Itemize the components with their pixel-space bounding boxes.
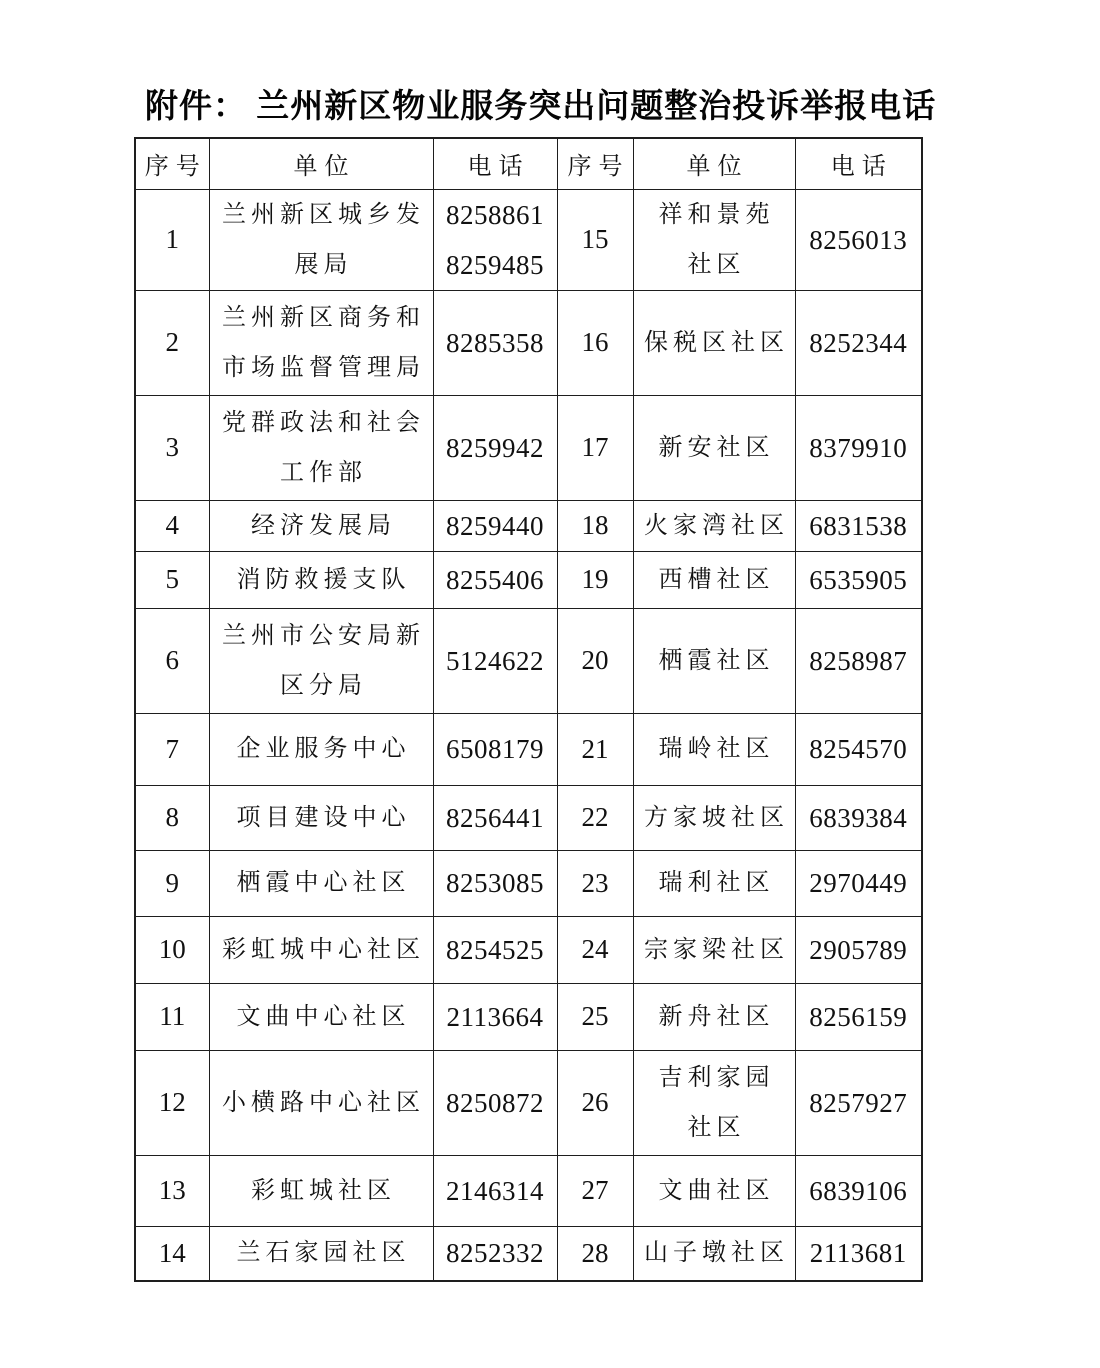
- table-header: [135, 138, 922, 189]
- unit-name-cell: [633, 500, 795, 551]
- phone-number-cell: [795, 608, 922, 713]
- serial-number-cell: 20: [557, 608, 633, 713]
- phone-number-cell: [795, 850, 922, 916]
- phone-number-line: 8256013: [809, 224, 908, 255]
- table-row: [135, 983, 922, 1050]
- unit-name-line: 西槽社区: [658, 566, 775, 593]
- serial-number-cell: 9: [135, 850, 209, 916]
- page-title: 附件： 兰州新区物业服务突出问题整治投诉举报电话: [145, 89, 937, 125]
- serial-number-cell: 4: [135, 500, 209, 551]
- unit-name-cell: [209, 608, 433, 713]
- table-row: [135, 916, 922, 983]
- phone-number-cell: [433, 551, 557, 608]
- header-unit-right: 单位: [633, 138, 795, 189]
- unit-name-line: 经济发展局: [251, 512, 396, 539]
- phone-number-cell: [433, 1050, 557, 1155]
- phone-number-cell: [433, 1155, 557, 1226]
- unit-name-line: 瑞岭社区: [658, 736, 775, 762]
- unit-name-line: 栖霞社区: [658, 647, 775, 674]
- phone-number-cell: [795, 785, 922, 850]
- phone-number-line: 8256159: [809, 1001, 908, 1032]
- phone-number-line: 8252332: [446, 1238, 544, 1269]
- unit-name-cell: [633, 290, 795, 395]
- header-serial-right: 序号: [557, 138, 633, 189]
- phone-number-cell: [795, 189, 922, 290]
- phone-number-line: 2113681: [809, 1238, 907, 1269]
- header-phone-left: 电话: [433, 138, 557, 189]
- unit-name-cell: [209, 551, 433, 608]
- phone-number-cell: [795, 983, 922, 1050]
- unit-name-cell: [209, 290, 433, 395]
- phone-number-line: 8285358: [446, 327, 544, 358]
- unit-name-cell: [633, 551, 795, 608]
- unit-name-line: 企业服务中心: [236, 736, 411, 762]
- phone-number-cell: [433, 916, 557, 983]
- phone-number-line: 6535905: [809, 564, 908, 595]
- serial-number-cell: 17: [557, 395, 633, 500]
- phone-number-cell: [795, 395, 922, 500]
- unit-name-line: 火家湾社区: [644, 512, 789, 539]
- phone-number-line: 8379910: [809, 432, 908, 463]
- serial-number-cell: 11: [135, 983, 209, 1050]
- serial-number-cell: 15: [557, 189, 633, 290]
- table-row: [135, 1050, 922, 1155]
- serial-number-cell: 12: [135, 1050, 209, 1155]
- unit-name-line: 方家坡社区: [644, 804, 789, 831]
- unit-name-cell: [633, 1226, 795, 1281]
- unit-name-line: 区分局: [280, 672, 367, 699]
- unit-name-line: 彩虹城中心社区: [222, 936, 425, 963]
- phone-number-line: 6508179: [446, 734, 544, 764]
- serial-number-cell: 7: [135, 713, 209, 785]
- unit-name-line: 文曲中心社区: [236, 1003, 411, 1030]
- phone-number-line: 8258987: [809, 645, 908, 676]
- unit-name-cell: [633, 1050, 795, 1155]
- table-row: [135, 189, 922, 290]
- phone-number-line: 8254570: [809, 734, 908, 764]
- phone-number-cell: [433, 983, 557, 1050]
- phone-number-cell: [433, 189, 557, 290]
- table-row: [135, 500, 922, 551]
- phone-number-cell: [433, 395, 557, 500]
- unit-name-line: 兰石家园社区: [236, 1240, 411, 1267]
- table-row: [135, 785, 922, 850]
- unit-name-line: 兰州新区商务和: [222, 304, 425, 331]
- phone-number-line: 8252344: [809, 327, 908, 358]
- unit-name-line: 宗家梁社区: [644, 936, 789, 963]
- unit-name-cell: [209, 983, 433, 1050]
- table-row: [135, 290, 922, 395]
- phone-number-cell: [433, 608, 557, 713]
- phone-number-cell: [433, 1226, 557, 1281]
- unit-name-cell: [633, 395, 795, 500]
- unit-name-line: 工作部: [280, 459, 367, 486]
- table-body: [135, 189, 922, 1281]
- unit-name-line: 栖霞中心社区: [236, 870, 411, 896]
- phone-number-cell: [795, 1050, 922, 1155]
- unit-name-line: 彩虹城社区: [251, 1177, 396, 1204]
- complaint-phone-table: [134, 137, 923, 1282]
- unit-name-line: 兰州市公安局新: [222, 622, 425, 649]
- phone-number-cell: [795, 290, 922, 395]
- unit-name-cell: [209, 395, 433, 500]
- unit-name-line: 社区: [687, 1114, 746, 1141]
- unit-name-cell: [209, 713, 433, 785]
- unit-name-cell: [633, 916, 795, 983]
- unit-name-line: 文曲社区: [658, 1177, 775, 1204]
- phone-number-line: 5124622: [446, 645, 544, 676]
- unit-name-line: 山子墩社区: [644, 1240, 789, 1267]
- serial-number-cell: 27: [557, 1155, 633, 1226]
- serial-number-cell: 24: [557, 916, 633, 983]
- phone-number-line: 8259440: [446, 510, 544, 541]
- unit-name-line: 社区: [687, 251, 746, 278]
- serial-number-cell: 8: [135, 785, 209, 850]
- serial-number-cell: 18: [557, 500, 633, 551]
- unit-name-line: 小横路中心社区: [222, 1089, 425, 1116]
- unit-name-cell: [209, 785, 433, 850]
- phone-number-cell: [795, 500, 922, 551]
- phone-number-cell: [433, 290, 557, 395]
- table-header-row: [135, 138, 922, 189]
- unit-name-line: 新舟社区: [658, 1003, 775, 1030]
- phone-number-cell: [433, 713, 557, 785]
- phone-number-line: 8258861: [446, 199, 544, 230]
- phone-number-line: 6839106: [809, 1175, 908, 1206]
- table-row: [135, 608, 922, 713]
- serial-number-cell: 10: [135, 916, 209, 983]
- unit-name-cell: [633, 785, 795, 850]
- phone-number-line: 8254525: [446, 934, 544, 965]
- phone-number-cell: [795, 1155, 922, 1226]
- table-row: [135, 1155, 922, 1226]
- table-row: [135, 1226, 922, 1281]
- phone-number-cell: [795, 551, 922, 608]
- unit-name-line: 新安社区: [658, 434, 775, 461]
- phone-number-line: 8257927: [809, 1087, 908, 1118]
- phone-number-cell: [795, 916, 922, 983]
- phone-number-line: 8259942: [446, 432, 544, 463]
- serial-number-cell: 19: [557, 551, 633, 608]
- header-unit-left: 单位: [209, 138, 433, 189]
- unit-name-cell: [633, 608, 795, 713]
- serial-number-cell: 5: [135, 551, 209, 608]
- unit-name-line: 保税区社区: [644, 329, 789, 356]
- phone-number-cell: [795, 713, 922, 785]
- unit-name-cell: [633, 189, 795, 290]
- unit-name-line: 市场监督管理局: [222, 354, 425, 381]
- unit-name-line: 吉利家园: [658, 1064, 775, 1091]
- serial-number-cell: 25: [557, 983, 633, 1050]
- phone-number-line: 8256441: [446, 802, 544, 833]
- unit-name-cell: [209, 189, 433, 290]
- unit-name-cell: [209, 500, 433, 551]
- unit-name-cell: [209, 1050, 433, 1155]
- phone-number-line: 8255406: [446, 564, 544, 595]
- phone-number-cell: [795, 1226, 922, 1281]
- serial-number-cell: 13: [135, 1155, 209, 1226]
- serial-number-cell: 14: [135, 1226, 209, 1281]
- header-serial-left: 序号: [135, 138, 209, 189]
- phone-number-cell: [433, 785, 557, 850]
- serial-number-cell: 16: [557, 290, 633, 395]
- unit-name-cell: [633, 1155, 795, 1226]
- phone-number-line: 8253085: [446, 868, 544, 898]
- serial-number-cell: 21: [557, 713, 633, 785]
- serial-number-cell: 3: [135, 395, 209, 500]
- table-row: [135, 551, 922, 608]
- unit-name-cell: [209, 916, 433, 983]
- phone-number-line: 6831538: [809, 510, 908, 541]
- serial-number-cell: 28: [557, 1226, 633, 1281]
- phone-number-cell: [433, 500, 557, 551]
- unit-name-line: 展局: [294, 251, 353, 278]
- phone-number-line: 2970449: [809, 868, 908, 898]
- unit-name-line: 兰州新区城乡发: [222, 201, 425, 228]
- unit-name-cell: [209, 850, 433, 916]
- phone-number-line: 2905789: [809, 934, 908, 965]
- unit-name-cell: [209, 1155, 433, 1226]
- phone-number-line: 2113664: [446, 1001, 544, 1032]
- unit-name-line: 瑞利社区: [658, 870, 775, 896]
- phone-number-line: 8250872: [446, 1087, 544, 1118]
- table-row: [135, 395, 922, 500]
- serial-number-cell: 6: [135, 608, 209, 713]
- serial-number-cell: 26: [557, 1050, 633, 1155]
- header-phone-right: 电话: [795, 138, 922, 189]
- unit-name-cell: [209, 1226, 433, 1281]
- unit-name-line: 项目建设中心: [236, 804, 411, 831]
- serial-number-cell: 23: [557, 850, 633, 916]
- table-row: [135, 713, 922, 785]
- serial-number-cell: 2: [135, 290, 209, 395]
- phone-number-cell: [433, 850, 557, 916]
- serial-number-cell: 22: [557, 785, 633, 850]
- phone-number-line: 8259485: [446, 249, 544, 280]
- table-row: [135, 850, 922, 916]
- unit-name-cell: [633, 850, 795, 916]
- phone-number-line: 2146314: [446, 1175, 544, 1206]
- unit-name-line: 消防救援支队: [236, 566, 411, 593]
- unit-name-cell: [633, 983, 795, 1050]
- unit-name-line: 祥和景苑: [658, 201, 775, 228]
- unit-name-line: 党群政法和社会: [222, 409, 425, 436]
- phone-number-line: 6839384: [809, 802, 908, 833]
- serial-number-cell: 1: [135, 189, 209, 290]
- unit-name-cell: [633, 713, 795, 785]
